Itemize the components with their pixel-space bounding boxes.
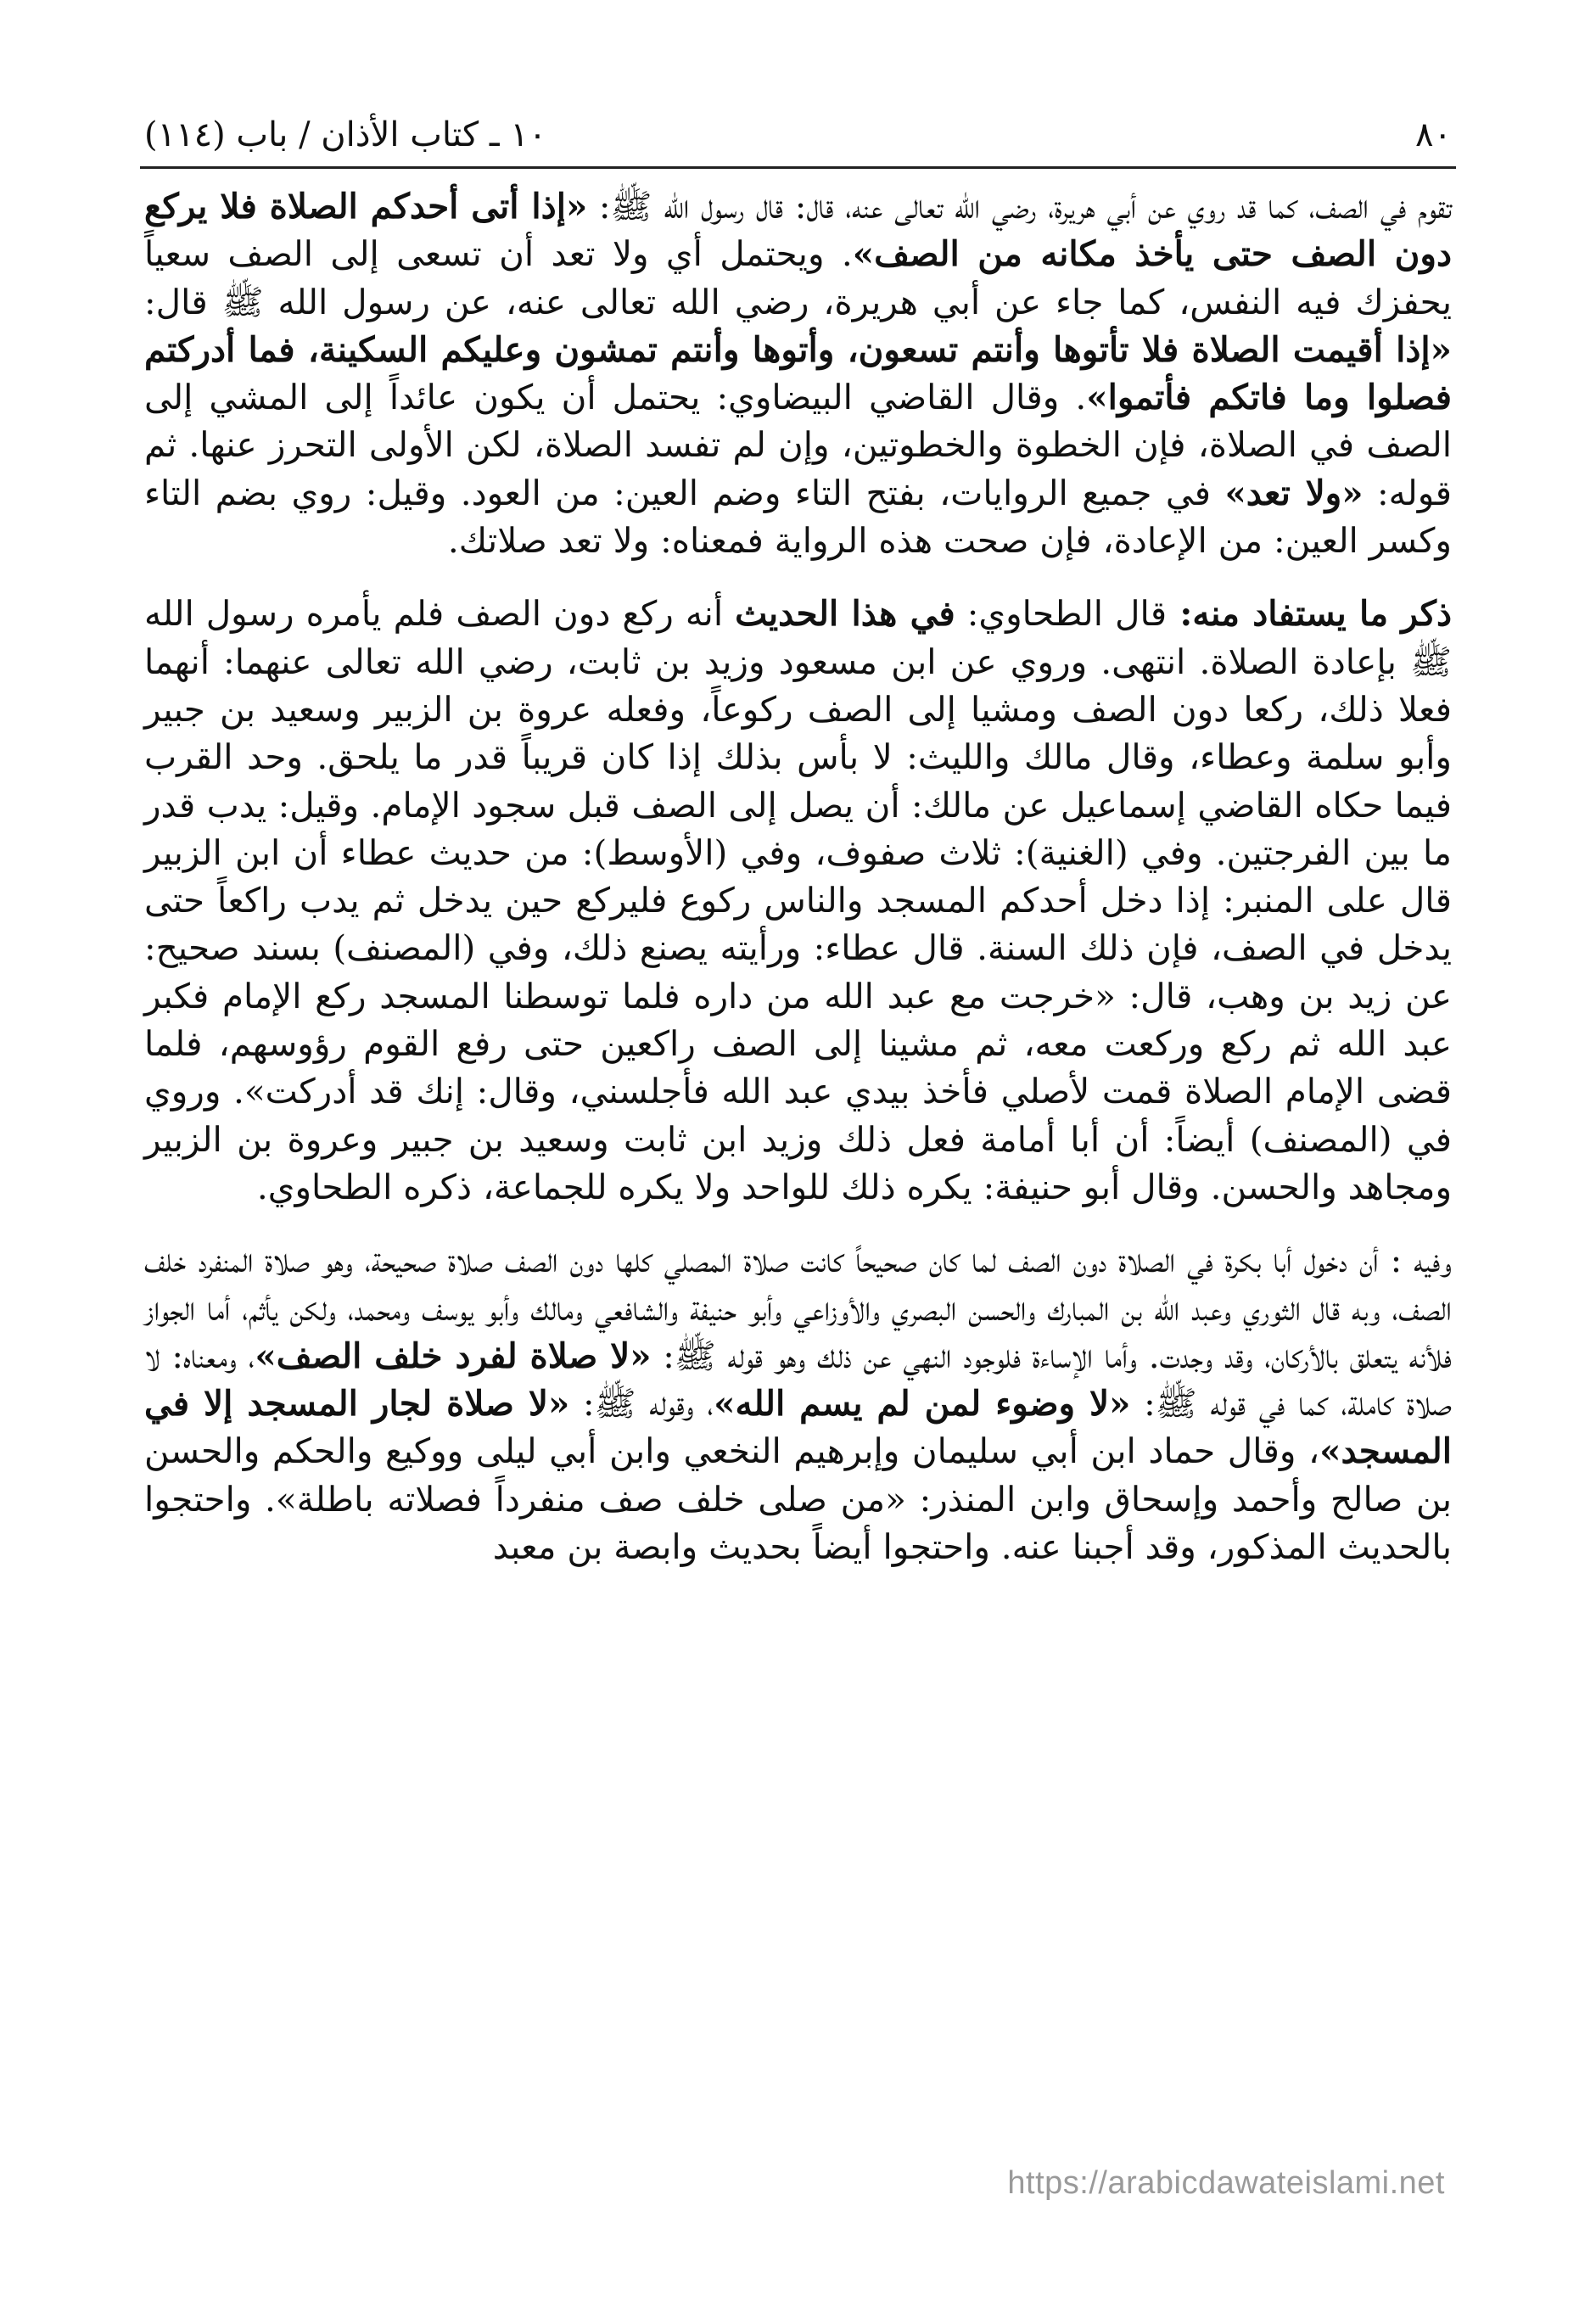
page-header xyxy=(144,95,1452,154)
source-watermark: https://arabicdawateislami.net xyxy=(1007,2165,1445,2201)
page-number: ٨٠ xyxy=(1415,115,1452,154)
text-segment: ، ومعناه: لا صلاة كاملة، كما في قوله ﷺ: xyxy=(144,1335,1452,1425)
bold-text-segment: «إذا أقيمت الصلاة فلا تأتوها وأنتم تسعون، وأتوها وأنتم تمشون وعليكم السكينة، فما أدركتم فصلوا وما فاتكم فأتموا» xyxy=(144,328,1452,418)
text-segment: في جميع الروايات، بفتح التاء وضم العين: من العود. وقيل: روي بضم التاء وكسر العين: من الإعادة، فإن صحت هذه الرواية فمعناه: ولا تعد صلاتك. xyxy=(144,472,1452,562)
paragraph xyxy=(144,1236,1452,1570)
text-segment: ، وقال حماد ابن أبي سليمان وإبرهيم النخعي وابن أبي ليلى ووكيع والحكم والحسن بن صالح وأحمد وإسحاق وابن المنذر: «من صلى خلف صف منفرداً فصلاته باطلة». واحتجوا بالحديث المذكور، وقد أجبنا عنه. واحتجوا أيضاً بحديث وابصة بن معبد xyxy=(144,1430,1452,1568)
text-segment: . ويحتمل أي ولا تعد أن تسعى إلى الصف سعياً يحفزك فيه النفس، كما جاء عن أبي هريرة، رضي الله تعالى عنه، عن رسول الله ﷺ قال: xyxy=(144,233,1452,322)
text-segment: تقوم في الصف، كما قد روي عن أبي هريرة، رضي الله تعالى عنه، قال: قال رسول الله ﷺ: xyxy=(587,186,1452,227)
bold-text-segment: «إذا أتى أحدكم الصلاة فلا يركع دون الصف حتى يأخذ مكانه من الصف» xyxy=(144,186,1452,275)
bold-text-segment: «ولا تعد» xyxy=(1224,472,1364,513)
page-body xyxy=(144,182,1452,2199)
bold-text-segment: ذكر ما يستفاد منه: xyxy=(1167,593,1452,635)
bold-text-segment: «لا صلاة لجار المسجد إلا في المسجد» xyxy=(144,1383,1452,1472)
bold-text-segment: «لا وضوء لمن لم يسم الله» xyxy=(714,1383,1131,1425)
bold-text-segment: في هذا الحديث xyxy=(735,593,955,635)
text-segment: . وقال القاضي البيضاوي: يحتمل أن يكون عائداً إلى المشي إلى الصف في الصلاة، فإن الخطوة والخطوتين، وإن لم تفسد الصلاة، لكن الأولى التحرز عنها. ثم قوله: xyxy=(144,377,1453,513)
text-segment: ، وقوله ﷺ: xyxy=(569,1383,714,1425)
text-segment: قال الطحاوي: xyxy=(955,593,1168,635)
text-segment: أنه ركع دون الصف فلم يأمره رسول الله ﷺ بإعادة الصلاة. انتهى. وروي عن ابن مسعود وزيد بن ثابت، رضي الله تعالى عنهما: أنهما فعلا ذلك، ركعا دون الصف ومشيا إلى الصف ركوعاً، وفعله عروة بن الزبير وسعيد بن جبير وأبو سلمة وعطاء، وقال مالك والليث: لا بأس بذلك إذا كان قريباً قدر ما يلحق. وحد القرب فيما حكاه القاضي إسماعيل عن مالك: أن يصل إلى الصف قبل سجود الإمام. وقيل: يدب قدر ما بين الفرجتين. وفي (الغنية): ثلاث صفوف، وفي (الأوسط): من حديث عطاء أن ابن الزبير قال على المنبر: إذا دخل أحدكم المسجد والناس ركوع فليركع حين يدخل ثم يدب راكعاً حتى يدخل في الصف، فإن ذلك السنة. قال عطاء: ورأيته يصنع ذلك، وفي (المصنف) بسند صحيح: عن زيد بن وهب، قال: «خرجت مع عبد الله من داره فلما توسطنا المسجد ركع الإمام فكبر عبد الله ثم ركع وركعت معه، ثم مشينا إلى الصف راكعين حتى رفع القوم رؤوسهم، فلما قضى الإمام الصلاة قمت لأصلي فأخذ بيدي عبد الله فأجلسني، وقال: إنك قد أدركت». وروي في (المصنف) أيضاً: أن أبا أمامة فعل ذلك وزيد ابن ثابت وسعيد بن جبير وعروة بن الزبير ومجاهد والحسن. وقال أبو حنيفة: يكره ذلك للواحد ولا يكره للجماعة، ذكره الطحاوي. xyxy=(144,593,1452,1207)
running-title: ١٠ ـ كتاب الأذان / باب (١١٤) xyxy=(144,115,547,154)
header-divider xyxy=(140,166,1456,169)
paragraph xyxy=(144,590,1452,1211)
bold-text-segment: «لا صلاة لفرد خلف الصف» xyxy=(255,1335,652,1376)
paragraph xyxy=(144,182,1452,564)
text-segment: وفيه : أن دخول أبا بكرة في الصلاة دون الصف لما كان صحيحاً كانت صلاة المصلي كلها دون الصف صلاة صحيحة، وهو صلاة المنفرد خلف الصف، وبه قال الثوري وعبد الله بن المبارك والحسن البصري والأوزاعي وأبو حنيفة والشافعي ومالك وأبو يوسف ومحمد، ولكن يأثم، أما الجواز فلأنه يتعلق بالأركان، وقد وجدت. وأما الإساءة فلوجود النهي عن ذلك وهو قوله ﷺ: xyxy=(144,1240,1452,1376)
